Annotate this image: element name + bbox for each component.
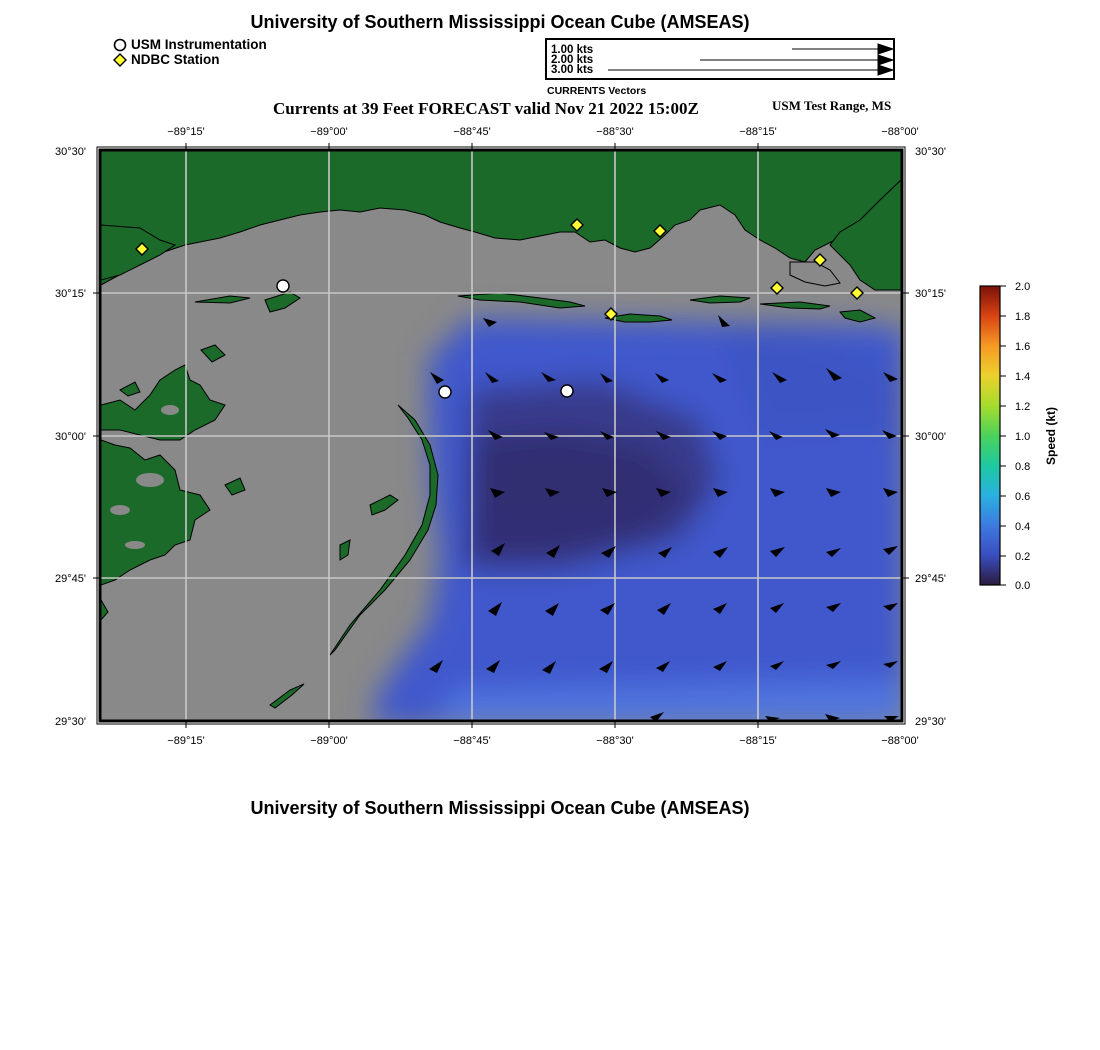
colorbar-tick: 0.8 xyxy=(1015,461,1031,473)
tick-label: −88°30' xyxy=(596,735,634,747)
colorbar-label: Speed (kt) xyxy=(1044,406,1058,466)
bottom-axis-labels xyxy=(167,735,918,747)
tick-label: −89°00' xyxy=(310,735,348,747)
usm-instrument-marker xyxy=(439,386,451,398)
vector-key-label-1: 1.00 kts xyxy=(551,44,594,56)
tick-label: −89°15' xyxy=(167,735,205,747)
usm-instrument-marker xyxy=(561,385,573,397)
colorbar-tick: 1.8 xyxy=(1015,311,1031,323)
colorbar-tick: 0.2 xyxy=(1015,551,1031,563)
tick-label: −88°45' xyxy=(453,126,491,138)
colorbar-tick: 1.2 xyxy=(1015,401,1031,413)
legend-ndbc-label: NDBC Station xyxy=(131,52,220,67)
tick-label: −89°00' xyxy=(310,126,348,138)
colorbar-tick: 0.4 xyxy=(1015,521,1031,533)
colorbar-tick: 0.0 xyxy=(1015,580,1031,592)
tick-label: 30°00' xyxy=(915,431,946,443)
tick-label: −88°30' xyxy=(596,126,634,138)
top-axis-labels xyxy=(167,126,918,138)
test-range-label: USM Test Range, MS xyxy=(772,98,892,113)
tick-label: −88°15' xyxy=(739,735,777,747)
tick-label: 30°15' xyxy=(55,288,86,300)
left-axis-labels xyxy=(55,146,86,728)
tick-label: −89°15' xyxy=(167,126,205,138)
colorbar-tick: 1.0 xyxy=(1015,431,1031,443)
colorbar-tick: 1.4 xyxy=(1015,371,1031,383)
tick-label: 29°30' xyxy=(915,716,946,728)
legend-usm-label: USM Instrumentation xyxy=(131,37,267,52)
vector-key-label-3: 3.00 kts xyxy=(551,64,594,76)
tick-label: −88°00' xyxy=(881,126,919,138)
colorbar-tick: 0.6 xyxy=(1015,491,1031,503)
tick-label: 29°45' xyxy=(915,573,946,585)
current-speed-field xyxy=(370,318,905,725)
usm-instrument-marker xyxy=(277,280,289,292)
tick-label: −88°15' xyxy=(739,126,777,138)
colorbar-tick: 2.0 xyxy=(1015,281,1031,293)
map-area xyxy=(101,151,905,725)
tick-label: 30°30' xyxy=(915,146,946,158)
colorbar-tick: 1.6 xyxy=(1015,341,1031,353)
forecast-subtitle: Currents at 39 Feet FORECAST valid Nov 21 2022 15:00Z xyxy=(273,99,699,118)
tick-label: −88°45' xyxy=(453,735,491,747)
tick-label: 30°00' xyxy=(55,431,86,443)
vector-key-caption: CURRENTS Vectors xyxy=(547,85,647,97)
vector-key-label-2: 2.00 kts xyxy=(551,54,594,66)
map-title: University of Southern Mississippi Ocean Cube (AMSEAS) xyxy=(250,12,750,32)
speed-colorbar xyxy=(980,281,1058,592)
tick-label: −88°00' xyxy=(881,735,919,747)
tick-label: 30°15' xyxy=(915,288,946,300)
footer-title: University of Southern Mississippi Ocean Cube (AMSEAS) xyxy=(250,798,750,818)
tick-label: 29°30' xyxy=(55,716,86,728)
right-axis-labels xyxy=(915,146,946,728)
tick-label: 30°30' xyxy=(55,146,86,158)
tick-label: 29°45' xyxy=(55,573,86,585)
